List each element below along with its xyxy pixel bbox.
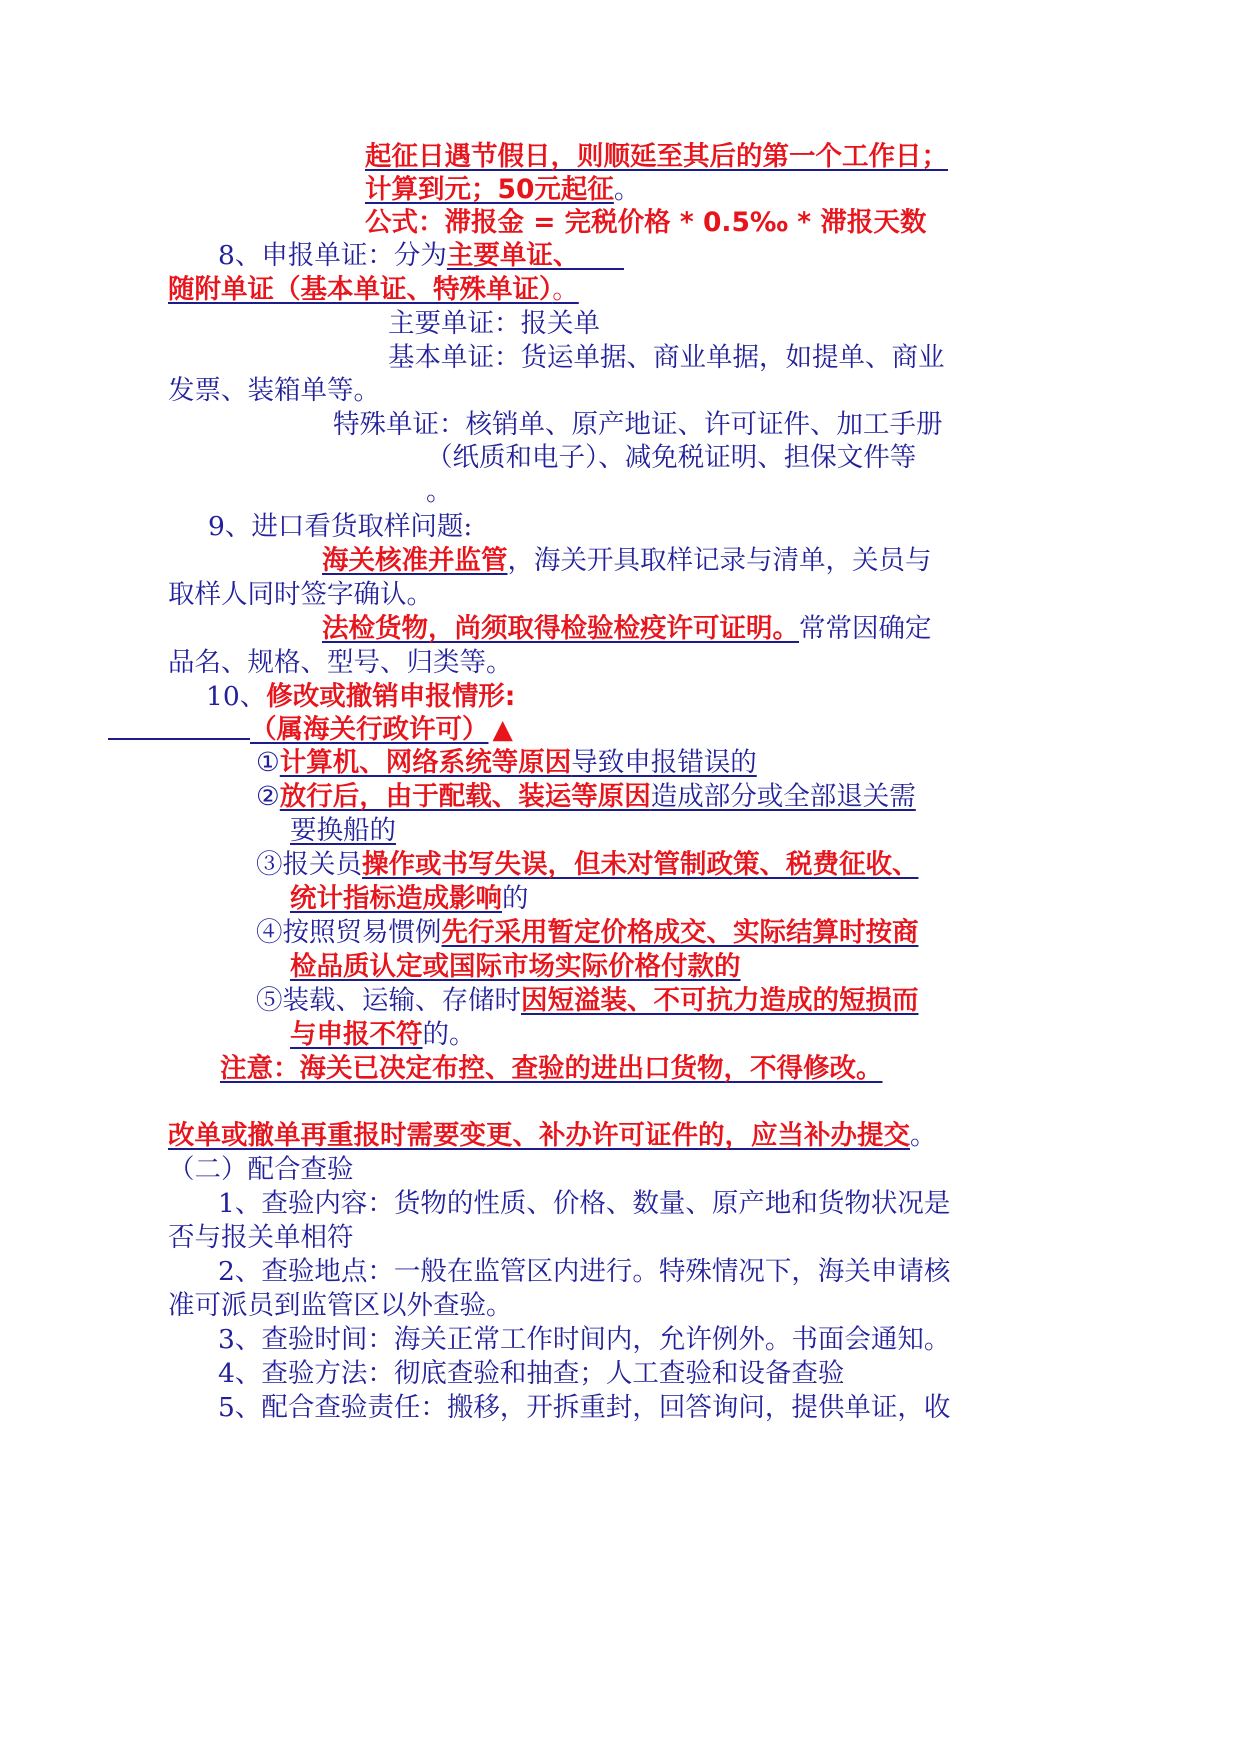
sampling-desc: ，海关开具取样记录与清单，关员与 bbox=[507, 545, 932, 576]
line-special-docs: 特殊单证：核销单、原产地证、许可证件、加工手册 bbox=[333, 409, 943, 440]
case-3 bbox=[256, 847, 919, 883]
case-4-subject: 按照贸易惯例 bbox=[282, 917, 442, 948]
resubmit-text: 改单或撤单再重报时需要变更、补办许可证件的，应当补办提交 bbox=[168, 1120, 910, 1151]
case-4-cause: 先行采用暂定价格成交、实际结算时按商 bbox=[441, 917, 919, 948]
line-item-10 bbox=[206, 679, 515, 715]
calc-rule-text: 计算到元；50元起征 bbox=[365, 174, 614, 205]
line-sampling-1 bbox=[322, 543, 932, 579]
case-4-cont: 检品质认定或国际市场实际价格付款的 bbox=[290, 951, 741, 982]
attached-docs-tail: 。 bbox=[552, 274, 579, 305]
case-3-cause-cont: 统计指标造成影响 bbox=[290, 883, 502, 914]
line-attached-docs bbox=[168, 272, 579, 308]
admin-license-text: （属海关行政许可） bbox=[250, 714, 489, 745]
resubmit-tail: 。 bbox=[910, 1120, 937, 1151]
case-1-cause: 计算机、网络系统等原因 bbox=[279, 747, 572, 778]
inspection-item-5: 5、配合查验责任：搬移，开拆重封，回答询问，提供单证，收 bbox=[218, 1392, 951, 1423]
case-3-number: ③ bbox=[256, 849, 283, 880]
inspection-item-1: 1、查验内容：货物的性质、价格、数量、原产地和货物状况是 bbox=[218, 1188, 951, 1219]
case-2 bbox=[256, 779, 916, 815]
case-5 bbox=[256, 983, 919, 1019]
sampling-approval: 海关核准并监管 bbox=[322, 545, 508, 576]
item-8-main-docs: 主要单证、 bbox=[446, 240, 580, 271]
note-line: 注意：海关已决定布控、查验的进出口货物，不得修改。 bbox=[220, 1053, 883, 1084]
section-heading-inspection: （二）配合查验 bbox=[168, 1154, 354, 1185]
case-1-number: ① bbox=[256, 747, 280, 778]
triangle-mark-icon: ▲ bbox=[492, 714, 513, 745]
case-5-tail: 的。 bbox=[422, 1019, 476, 1050]
case-5-cause-cont: 与申报不符 bbox=[290, 1019, 423, 1050]
line-resubmit bbox=[168, 1118, 937, 1154]
inspection-reason: 常常因确定 bbox=[799, 613, 932, 644]
line-calc-rule bbox=[365, 172, 640, 208]
line-admin-license bbox=[250, 712, 513, 748]
case-2-cause: 放行后，由于配载、装运等原因 bbox=[279, 781, 651, 812]
inspection-item-2-cont: 准可派员到监管区以外查验。 bbox=[168, 1290, 513, 1321]
line-basic-docs-cont: 发票、装箱单等。 bbox=[168, 375, 380, 406]
line-special-docs-period: 。 bbox=[426, 476, 453, 507]
case-4 bbox=[256, 915, 919, 951]
case-5-subject: 装载、运输、存储时 bbox=[282, 985, 521, 1016]
case-3-subject: 报关员 bbox=[282, 849, 362, 880]
line-item-9: 9、进口看货取样问题: bbox=[208, 511, 473, 542]
inspection-item-2: 2、查验地点：一般在监管区内进行。特殊情况下，海关申请核 bbox=[218, 1256, 951, 1287]
case-2-result: 造成部分或全部退关需 bbox=[650, 781, 916, 812]
item-10-title: 修改或撤销申报情形: bbox=[266, 681, 516, 712]
inspection-item-1-cont: 否与报关单相符 bbox=[168, 1222, 354, 1253]
line-inspection-goods bbox=[322, 611, 932, 647]
case-2-cont: 要换船的 bbox=[290, 815, 396, 846]
line-inspection-cont: 品名、规格、型号、归类等。 bbox=[168, 647, 513, 678]
line-main-docs: 主要单证：报关单 bbox=[388, 308, 600, 339]
line-item-8 bbox=[218, 238, 579, 274]
case-1-result: 导致申报错误的 bbox=[571, 747, 757, 778]
item-10-number: 10、 bbox=[206, 681, 267, 712]
line-basic-docs: 基本单证：货运单据、商业单据，如提单、商业 bbox=[388, 342, 945, 373]
line-formula: 公式：滞报金 = 完税价格 * 0.5‰ * 滞报天数 bbox=[365, 207, 927, 238]
attached-docs-text: 随附单证（基本单证、特殊单证） bbox=[168, 274, 553, 305]
underline-blank bbox=[558, 268, 624, 270]
case-3-cont bbox=[290, 881, 529, 917]
calc-rule-tail: 。 bbox=[613, 174, 641, 205]
case-5-number: ⑤ bbox=[256, 985, 283, 1016]
case-4-number: ④ bbox=[256, 917, 283, 948]
case-3-cause: 操作或书写失误，但未对管制政策、税费征收、 bbox=[362, 849, 919, 880]
line-special-docs-cont: （纸质和电子）、减免税证明、担保文件等 bbox=[426, 442, 917, 473]
case-5-cause: 因短溢装、不可抗力造成的短损而 bbox=[521, 985, 919, 1016]
inspection-permit: 法检货物，尚须取得检验检疫许可证明。 bbox=[322, 613, 799, 644]
case-2-number: ② bbox=[256, 781, 280, 812]
case-5-cont bbox=[290, 1017, 476, 1053]
underline-leading bbox=[108, 738, 250, 740]
case-3-tail: 的 bbox=[502, 883, 529, 914]
case-1 bbox=[256, 745, 757, 781]
line-sampling-2: 取样人同时签字确认。 bbox=[168, 579, 433, 610]
line-start-date-rule: 起征日遇节假日，则顺延至其后的第一个工作日； bbox=[365, 141, 948, 172]
item-8-label: 8、申报单证：分为 bbox=[218, 240, 447, 271]
inspection-item-4: 4、查验方法：彻底查验和抽查；人工查验和设备查验 bbox=[218, 1358, 845, 1389]
inspection-item-3: 3、查验时间：海关正常工作时间内，允许例外。书面会通知。 bbox=[218, 1324, 951, 1355]
